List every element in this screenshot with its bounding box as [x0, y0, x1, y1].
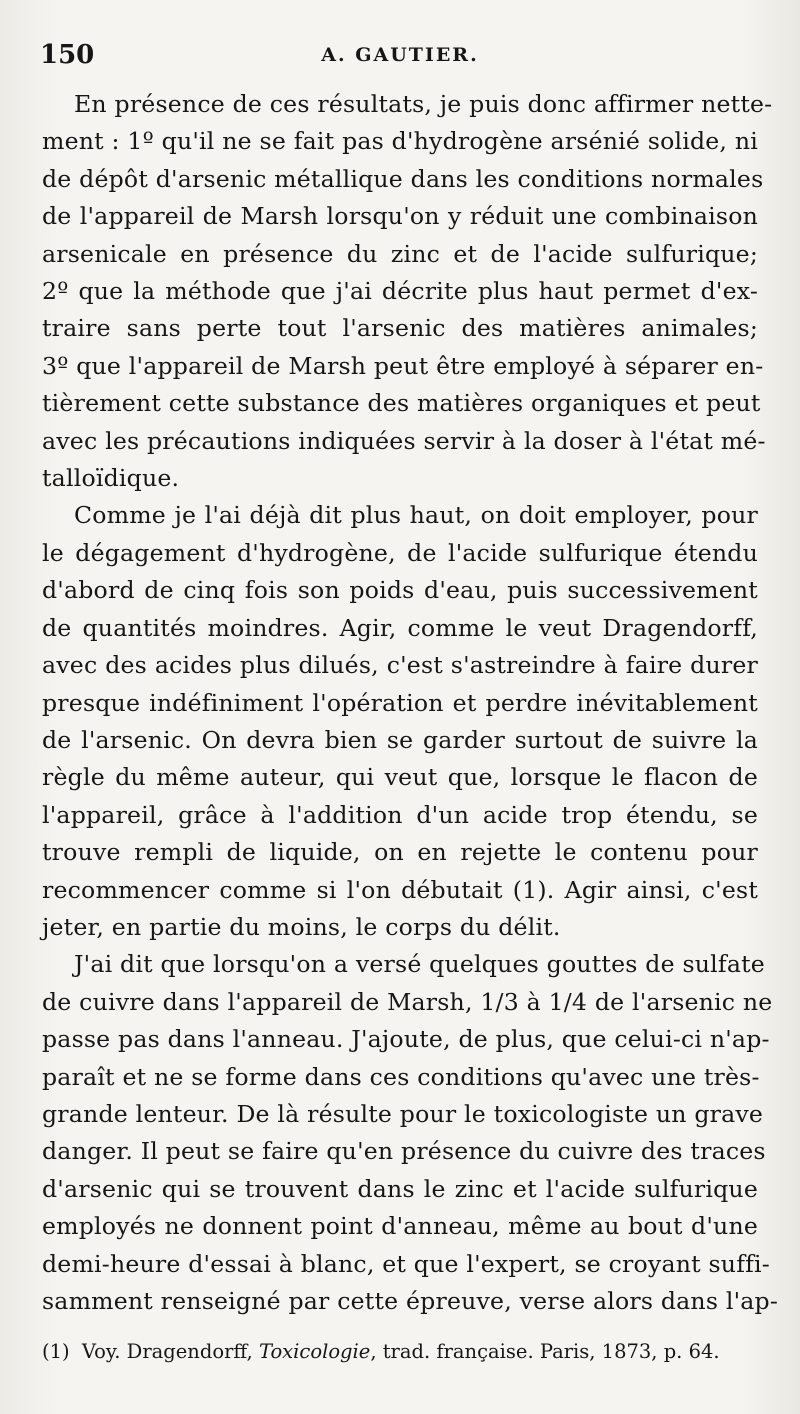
- paragraph: [42, 86, 773, 497]
- paragraph: [42, 497, 758, 946]
- text-line: danger. Il peut se faire qu'en présence du cuivre des traces: [42, 1137, 766, 1166]
- footnote-text-before: Voy. Dragendorff,: [81, 1340, 253, 1363]
- footnote-marker: (1): [42, 1340, 70, 1363]
- text-line: presque indéfiniment l'opération et perdre inévitablement: [42, 688, 758, 717]
- text-line: 2º que la méthode que j'ai décrite plus haut permet d'ex-: [42, 277, 758, 306]
- text-line: d'arsenic qui se trouvent dans le zinc et l'acide sulfurique: [42, 1174, 758, 1203]
- text-line: de l'arsenic. On devra bien se garder surtout de suivre la: [42, 725, 758, 754]
- text-line: le dégagement d'hydrogène, de l'acide sulfurique étendu: [42, 538, 758, 567]
- text-line: trouve rempli de liquide, on en rejette le contenu pour: [42, 838, 758, 867]
- text-line: règle du même auteur, qui veut que, lorsque le flacon de: [42, 763, 758, 792]
- text-line: traire sans perte tout l'arsenic des matières animales;: [42, 314, 758, 343]
- text-line: de l'appareil de Marsh lorsqu'on y réduit une combinaison: [42, 202, 758, 231]
- text-line: d'abord de cinq fois son poids d'eau, puis successivement: [42, 576, 758, 605]
- page-header: [42, 38, 758, 70]
- running-head: A. GAUTIER.: [321, 44, 479, 66]
- text-line: recommencer comme si l'on débutait (1). Agir ainsi, c'est: [42, 875, 758, 904]
- page-number: 150: [40, 40, 95, 70]
- text-line: employés ne donnent point d'anneau, même au bout d'une: [42, 1212, 758, 1241]
- text-line: demi-heure d'essai à blanc, et que l'expert, se croyant suffi-: [42, 1249, 770, 1278]
- text-line: de dépôt d'arsenic métallique dans les conditions normales: [42, 164, 764, 193]
- text-line: de cuivre dans l'appareil de Marsh, 1/3 à 1/4 de l'arsenic ne: [42, 987, 773, 1016]
- text-line: jeter, en partie du moins, le corps du délit.: [42, 912, 561, 941]
- footnote: [42, 1340, 758, 1363]
- footnote-text-after: , trad. française. Paris, 1873, p. 64.: [370, 1340, 720, 1363]
- text-line: avec les précautions indiquées servir à la doser à l'état mé-: [42, 426, 766, 455]
- text-line: passe pas dans l'anneau. J'ajoute, de plus, que celui-ci n'ap-: [42, 1025, 770, 1054]
- paragraph: [42, 946, 779, 1320]
- text-line: l'appareil, grâce à l'addition d'un acide trop étendu, se: [42, 800, 758, 829]
- text-line: samment renseigné par cette épreuve, verse alors dans l'ap-: [42, 1287, 779, 1315]
- text-line: En présence de ces résultats, je puis donc affirmer nette-: [74, 90, 773, 118]
- text-line: talloïdique.: [42, 464, 180, 493]
- footnote-title: Toxicologie: [258, 1340, 371, 1363]
- body-text: [42, 86, 779, 1320]
- text-line: de quantités moindres. Agir, comme le veut Dragendorff,: [42, 613, 758, 642]
- text-line: Comme je l'ai déjà dit plus haut, on doit employer, pour: [74, 501, 758, 530]
- text-line: tièrement cette substance des matières organiques et peut: [42, 389, 761, 418]
- text-line: avec des acides plus dilués, c'est s'astreindre à faire durer: [42, 651, 758, 680]
- text-line: grande lenteur. De là résulte pour le toxicologiste un grave: [42, 1099, 764, 1128]
- text-line: arsenicale en présence du zinc et de l'acide sulfurique;: [42, 239, 758, 268]
- text-line: ment : 1º qu'il ne se fait pas d'hydrogène arsénié solide, ni: [42, 127, 758, 156]
- text-line: J'ai dit que lorsqu'on a versé quelques gouttes de sulfate: [74, 950, 765, 979]
- text-line: paraît et ne se forme dans ces conditions qu'avec une très-: [42, 1062, 760, 1091]
- text-line: 3º que l'appareil de Marsh peut être employé à séparer en-: [42, 351, 764, 380]
